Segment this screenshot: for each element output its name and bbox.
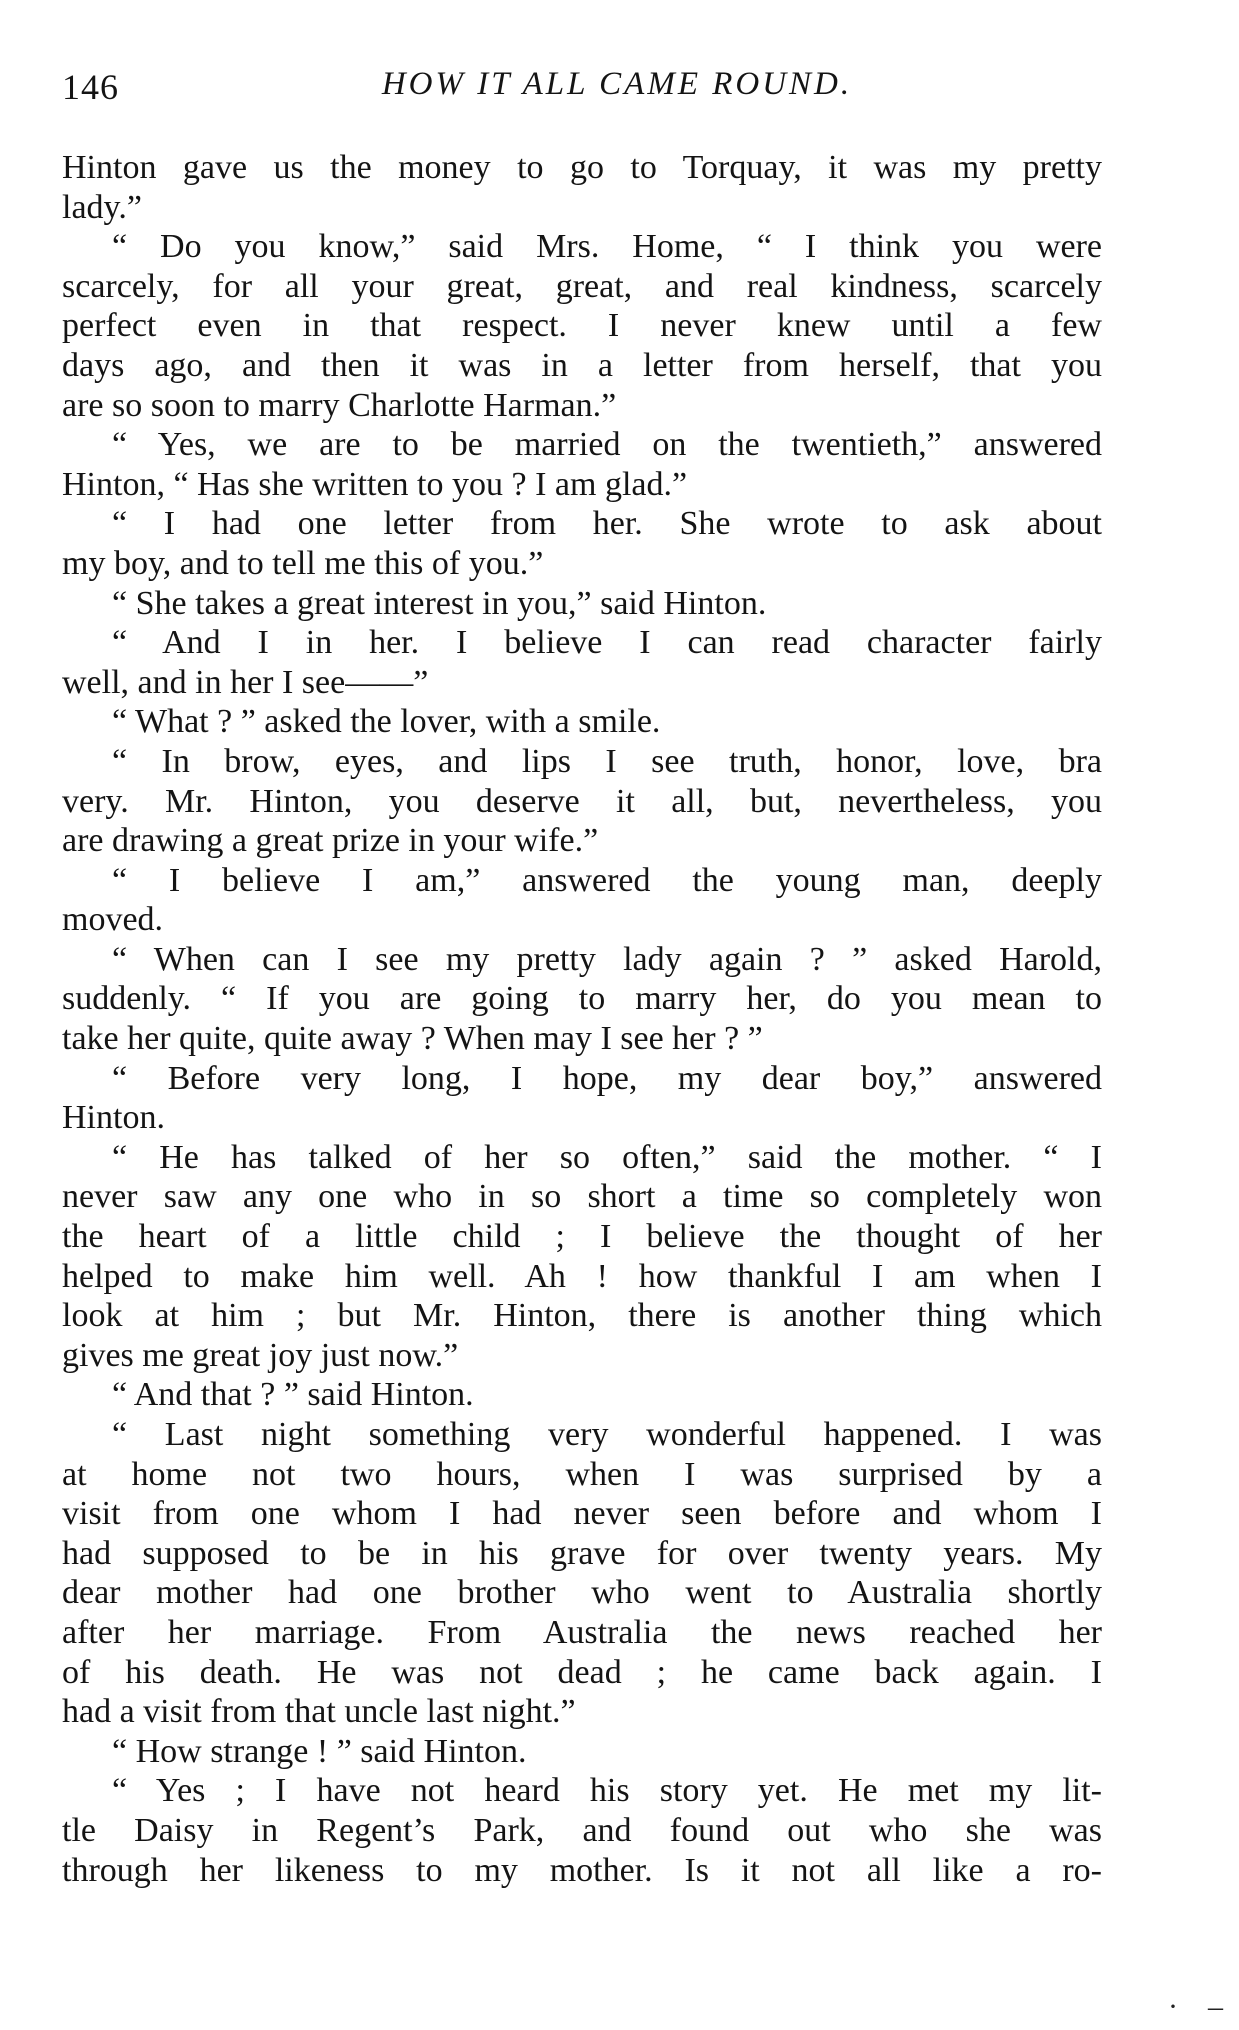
text-line: are so soon to marry Charlotte Harman.”	[62, 386, 617, 424]
text-line: had a visit from that uncle last night.”	[62, 1693, 576, 1731]
text-line: visit from one whom I had never seen before and whom I	[62, 1495, 1102, 1533]
text-line: “ Do you know,” said Mrs. Home, “ I think you were	[112, 228, 1102, 266]
text-line: never saw any one who in so short a time so completely won	[62, 1178, 1102, 1216]
text-line: Hinton gave us the money to go to Torquay, it was my pretty	[62, 149, 1102, 186]
text-line: are drawing a great prize in your wife.”	[62, 822, 599, 860]
text-line: “ And that ? ” said Hinton.	[112, 1376, 474, 1414]
text-line: “ Yes ; I have not heard his story yet. He met my lit-	[112, 1772, 1102, 1810]
text-line: “ I had one letter from her. She wrote to ask about	[112, 505, 1102, 543]
text-line: after her marriage. From Australia the news reached her	[62, 1613, 1102, 1651]
text-line: Hinton, “ Has she written to you ? I am glad.”	[62, 465, 688, 503]
text-line: gives me great joy just now.”	[62, 1336, 459, 1374]
text-line: moved.	[62, 901, 164, 939]
text-line: “ Before very long, I hope, my dear boy,” answered	[112, 1059, 1102, 1097]
text-line: days ago, and then it was in a letter from herself, that you	[62, 346, 1102, 384]
text-line: “ She takes a great interest in you,” said Hinton.	[112, 584, 767, 622]
text-line: perfect even in that respect. I never knew until a few	[62, 307, 1102, 345]
text-line: lady.”	[62, 188, 142, 226]
text-line: tle Daisy in Regent’s Park, and found out who she was	[62, 1811, 1102, 1849]
text-line: “ How strange ! ” said Hinton.	[112, 1732, 527, 1770]
text-line: at home not two hours, when I was surprised by a	[62, 1455, 1102, 1493]
text-line: “ I believe I am,” answered the young man, deeply	[112, 861, 1102, 899]
text-line: well, and in her I see——”	[62, 663, 429, 701]
text-line: “ What ? ” asked the lover, with a smile.	[112, 703, 661, 741]
text-line: had supposed to be in his grave for over twenty years. My	[62, 1534, 1102, 1572]
text-line: “ Yes, we are to be married on the twentieth,” answered	[112, 426, 1102, 464]
text-line: suddenly. “ If you are going to marry her, do you mean to	[62, 980, 1102, 1018]
text-line: “ He has talked of her so often,” said the mother. “ I	[112, 1138, 1102, 1176]
text-line: dear mother had one brother who went to Australia shortly	[62, 1574, 1102, 1612]
text-line: Hinton.	[62, 1099, 165, 1137]
running-head: HOW IT ALL CAME ROUND.	[381, 66, 853, 102]
text-line: helped to make him well. Ah ! how thankful I am when I	[62, 1257, 1102, 1295]
text-line: “ Last night something very wonderful happened. I was	[112, 1416, 1102, 1453]
text-line: “ In brow, eyes, and lips I see truth, honor, love, bra	[112, 742, 1102, 780]
text-line: take her quite, quite away ? When may I see her ? ”	[62, 1020, 763, 1058]
stray-dash: –	[1208, 1990, 1223, 2023]
text-line: the heart of a little child ; I believe the thought of her	[62, 1218, 1102, 1256]
text-line: of his death. He was not dead ; he came back again. I	[62, 1653, 1102, 1691]
page-header	[62, 58, 1112, 118]
body-text	[62, 148, 1102, 1890]
text-line: through her likeness to my mother. Is it not all like a ro-	[62, 1851, 1102, 1889]
text-line: scarcely, for all your great, great, and real kindness, scarcely	[62, 267, 1102, 305]
text-line: my boy, and to tell me this of you.”	[62, 544, 544, 582]
text-line: “ When can I see my pretty lady again ? ” asked Harold,	[112, 940, 1102, 978]
text-line: very. Mr. Hinton, you deserve it all, but, nevertheless, you	[62, 782, 1102, 820]
page-number: 146	[62, 67, 119, 107]
text-line: look at him ; but Mr. Hinton, there is another thing which	[62, 1297, 1102, 1335]
text-line: “ And I in her. I believe I can read character fairly	[112, 624, 1102, 662]
stray-mark: ·	[1168, 1990, 1178, 2023]
